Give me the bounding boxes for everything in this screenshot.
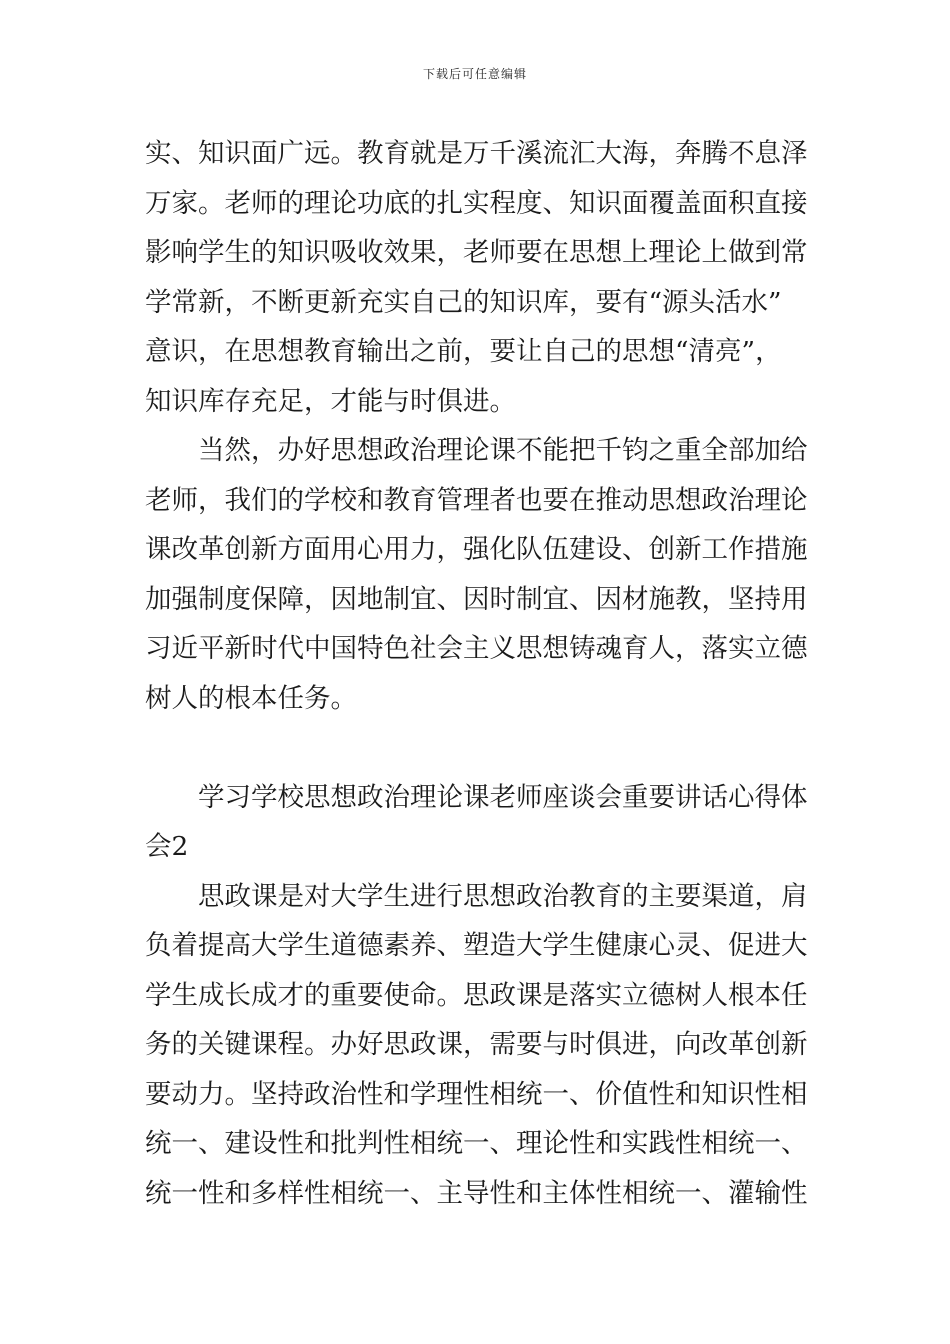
text-line: 万家。老师的理论功底的扎实程度、知识面覆盖面积直接 (145, 187, 808, 219)
text-line: 负着提高大学生道德素养、塑造大学生健康心灵、促进大 (145, 930, 808, 961)
page-header-note: 下载后可任意编辑 (422, 67, 527, 81)
paragraph-3 (145, 872, 810, 1219)
text-line: 课改革创新方面用心用力，强化队伍建设、创新工作措施 (145, 534, 808, 565)
text-line: 当然，办好思想政治理论课不能把千钧之重全部加给 (198, 435, 808, 466)
text-line: 知识库存充足，才能与时俱进。 (145, 385, 516, 417)
text-line: 树人的根本任务。 (145, 682, 357, 714)
text-line: 学常新，不断更新充实自己的知识库，要有“源头活水” (145, 286, 782, 318)
section-title-line: 学习学校思想政治理论课老师座谈会重要讲话心得体 (198, 781, 808, 813)
text-line: 习近平新时代中国特色社会主义思想铸魂育人，落实立德 (145, 633, 808, 664)
text-line: 统一性和多样性相统一、主导性和主体性相统一、灌输性 (145, 1177, 808, 1209)
text-line: 学生成长成才的重要使命。思政课是落实立德树人根本任 (145, 979, 808, 1011)
text-line: 要动力。坚持政治性和学理性相统一、价值性和知识性相 (145, 1078, 808, 1110)
document-body (145, 129, 810, 1218)
text-line: 思政课是对大学生进行思想政治教育的主要渠道，肩 (198, 880, 808, 912)
text-line: 意识，在思想教育输出之前，要让自己的思想“清亮”， (145, 336, 782, 367)
text-line: 务的关键课程。办好思政课，需要与时俱进，向改革创新 (145, 1029, 808, 1060)
section-title-line: 会2 (145, 831, 189, 862)
paragraph-gap (145, 723, 810, 773)
text-line: 实、知识面广远。教育就是万千溪流汇大海，奔腾不息泽 (145, 138, 808, 169)
text-line: 老师，我们的学校和教育管理者也要在推动思想政治理论 (145, 484, 808, 516)
text-line: 加强制度保障，因地制宜、因时制宜、因材施教，坚持用 (145, 583, 808, 615)
section-title (145, 773, 810, 872)
paragraph-2 (145, 426, 810, 723)
text-line: 影响学生的知识吸收效果，老师要在思想上理论上做到常 (145, 237, 808, 268)
paragraph-1 (145, 129, 810, 426)
text-line: 统一、建设性和批判性相统一、理论性和实践性相统一、 (145, 1128, 808, 1159)
